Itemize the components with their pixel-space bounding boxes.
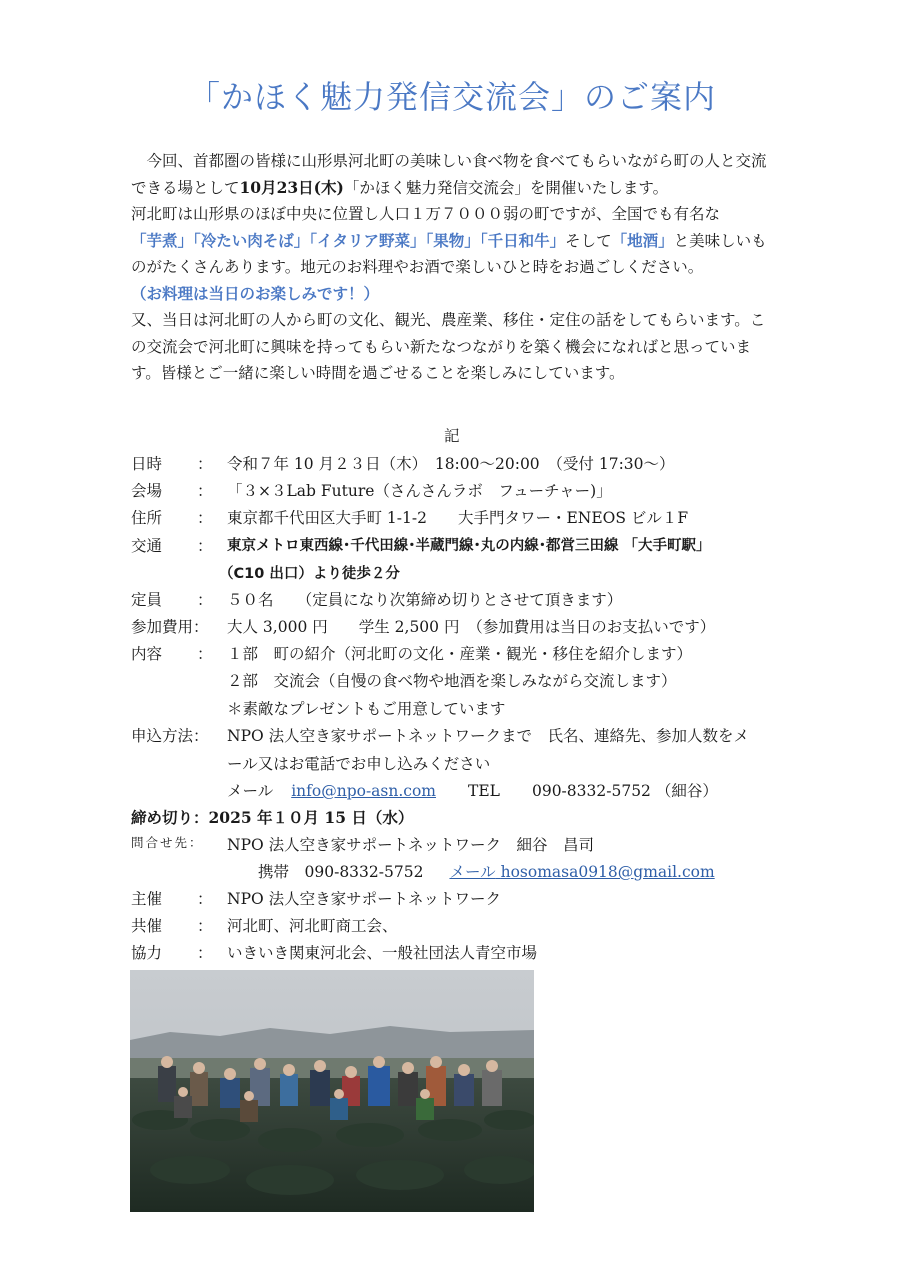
host-colon: ： [197,890,213,908]
intro-text [131,148,776,387]
host-value: NPO 法人空き家サポートネットワーク [227,890,501,908]
deadline: 締め切り：2025 年１０月 15 日（水） [131,808,414,827]
inquiry-mail-link[interactable] [449,863,714,881]
content-value-3: ＊素敵なプレゼントもご用意しています [227,700,506,718]
content-colon: ： [197,645,213,663]
intro-paragraph-3: 又、当日は河北町の人から町の文化、観光、農産業、移住・定住の話をしてもらいます。この交流会で河北町に興味を持ってもらい新たなつながりを築く機会になればと思っています。皆様とご一緒に楽しい時間を過ごせることを楽しみにしています。 [131,311,766,382]
address-label: 住所 [131,509,163,527]
cohost-colon: ： [197,917,213,935]
food-wagyu: 「千日和牛」 [479,230,566,250]
apply-value-1: NPO 法人空き家サポートネットワークまで 氏名、連絡先、参加人数をメ [227,727,749,745]
capacity-colon: ： [197,591,213,609]
address-value: 東京都千代田区大手町 1-1-2 大手門タワー・ENEOS ビル１F [227,509,689,527]
fee-label: 参加費用： [131,618,209,636]
access-colon: ： [197,537,213,555]
page-title: 「かほく魅力発信交流会」のご案内 [187,78,716,116]
content-value-1: １部 町の紹介（河北町の文化・産業・観光・移住を紹介します） [227,645,693,663]
intro-text-1a: 今回、首都圏の皆様に山形県河北町の美味しい食べ物を食べてもらいながら町の人と交流できる場として [131,152,767,197]
event-date-highlight: 10月23日(木) [239,177,344,197]
food-sake: 「地酒」 [611,230,674,250]
inquiry-mail-address: hosomasa0918@gmail.com [500,863,715,881]
date-label: 日時 [131,455,163,473]
date-colon: ： [197,455,213,473]
group-photo-image [130,970,534,1212]
coop-colon: ： [197,944,213,962]
mail-label: メール [227,782,274,800]
intro-text-and: そして [565,231,612,250]
intro-paragraph-1 [131,148,776,201]
food-niku-soba: 「冷たい肉そば」 [193,230,310,250]
apply-value-2: ール又はお電話でお申し込みください [227,755,491,773]
food-note: （お料理は当日のお楽しみです！） [131,283,380,303]
inquiry-mail-label: メール [449,863,496,881]
coop-value: いきいき関東河北会、一般社団法人青空市場 [227,944,538,962]
cohost-label: 共催 [131,917,163,935]
address-colon: ： [197,509,213,527]
mobile-number: 携帯 090-8332-5752 [258,863,424,881]
access-value: 東京メトロ東西線･千代田線･半蔵門線･丸の内線･都営三田線 「大手町駅」 [227,538,711,554]
food-italian-vegetables: 「イタリア野菜」 [309,230,426,250]
intro-text-2b: と美味しいものがたくさんあります。地元のお料理やお酒で楽しいひと時をお過ごしください。 [131,231,767,276]
tel-value: 090-8332-5752 （細谷） [531,782,718,800]
content-label: 内容 [131,645,163,663]
inquiry-value: NPO 法人空き家サポートネットワーク 細谷 昌司 [227,836,594,854]
food-fruits: 「果物」 [425,230,480,250]
intro-text-1b: 「かほく魅力発信交流会」を開催いたします。 [343,178,669,197]
group-photo [130,970,534,1212]
venue-value: 「３×３Lab Future（さんさんラボ フューチャー)」 [227,482,612,500]
access-value-2: （C10 出口）より徒歩２分 [219,566,400,582]
mail-link[interactable]: info@npo-asn.com [291,782,437,800]
food-imoni: 「芋煮」 [131,230,194,250]
capacity-label: 定員 [131,591,163,609]
access-label: 交通 [131,537,163,555]
capacity-value: ５０名 （定員になり次第締め切りとさせて頂きます） [227,591,623,609]
tel-label: TEL [468,782,500,800]
inquiry-contact-line [258,860,715,882]
host-label: 主催 [131,890,163,908]
venue-colon: ： [197,482,213,500]
fee-value: 大人 3,000 円 学生 2,500 円 （参加費用は当日のお支払いです） [227,618,716,636]
apply-contact-line [227,779,718,801]
venue-label: 会場 [131,482,163,500]
cohost-value: 河北町、河北町商工会、 [227,917,398,935]
content-value-2: ２部 交流会（自慢の食べ物や地酒を楽しみながら交流します） [227,672,677,690]
ki-heading: 記 [444,427,460,445]
intro-text-2a: 河北町は山形県のほぼ中央に位置し人口１万７０００弱の町ですが、全国でも有名な [131,205,721,223]
apply-label: 申込方法： [131,727,209,745]
date-value: 令和７年 10 月２３日（木） 18:00～20:00 （受付 17:30～） [227,455,675,473]
coop-label: 協力 [131,944,163,962]
inquiry-label: 問合せ先： [131,835,204,850]
intro-paragraph-2 [131,201,776,281]
